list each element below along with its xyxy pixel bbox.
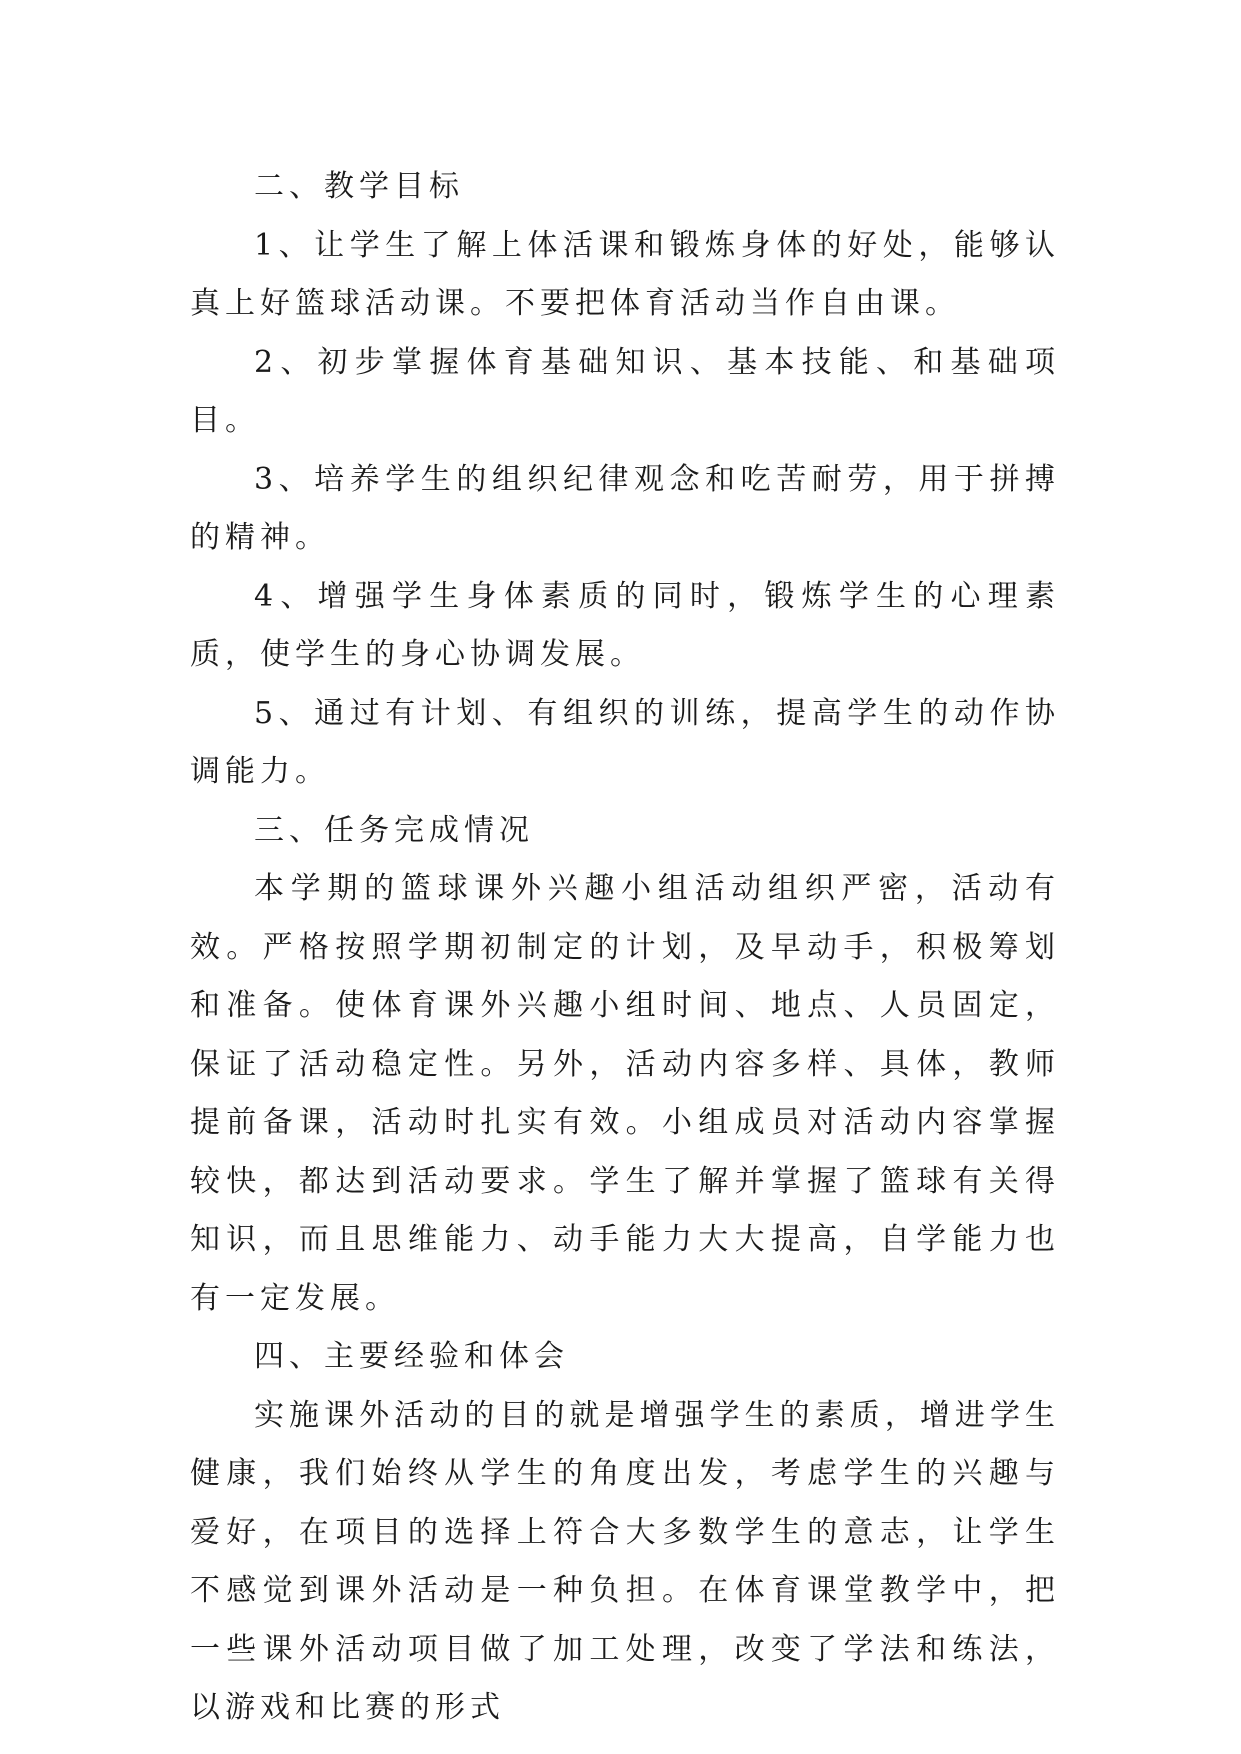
- section-heading-experience: 四、主要经验和体会: [254, 1339, 569, 1374]
- goal-item-2: 2、初步掌握体育基础知识、基本技能、和基础项目。: [190, 344, 1060, 438]
- goal-item-4: 4、增强学生身体素质的同时，锻炼学生的心理素质，使学生的身心协调发展。: [190, 578, 1060, 672]
- task-completion-paragraph: 本学期的篮球课外兴趣小组活动组织严密，活动有效。严格按照学期初制定的计划，及早动手，积极筹划和准备。使体育课外兴趣小组时间、地点、人员固定，保证了活动稳定性。另外，活动内容多样、具体，教师提前备课，活动时扎实有效。小组成员对活动内容掌握较快，都达到活动要求。学生了解并掌握了篮球有关得知识，而且思维能力、动手能力大大提高，自学能力也有一定发展。: [190, 871, 1060, 1316]
- document-body: [190, 158, 1060, 1738]
- goal-item-1: 1、让学生了解上体活课和锻炼身体的好处，能够认真上好篮球活动课。不要把体育活动当作自由课。: [190, 227, 1060, 321]
- goal-item-5: 5、通过有计划、有组织的训练，提高学生的动作协调能力。: [190, 695, 1060, 789]
- section-heading-task-completion: 三、任务完成情况: [254, 812, 534, 848]
- goal-item-3: 3、培养学生的组织纪律观念和吃苦耐劳，用于拼搏的精神。: [190, 461, 1060, 555]
- experience-paragraph: 实施课外活动的目的就是增强学生的素质，增进学生健康，我们始终从学生的角度出发，考虑学生的兴趣与爱好，在项目的选择上符合大多数学生的意志，让学生不感觉到课外活动是一种负担。在体育课堂教学中，把一些课外活动项目做了加工处理，改变了学法和练法，以游戏和比赛的形式: [190, 1397, 1060, 1725]
- section-heading-teaching-goals: 二、教学目标: [254, 169, 464, 204]
